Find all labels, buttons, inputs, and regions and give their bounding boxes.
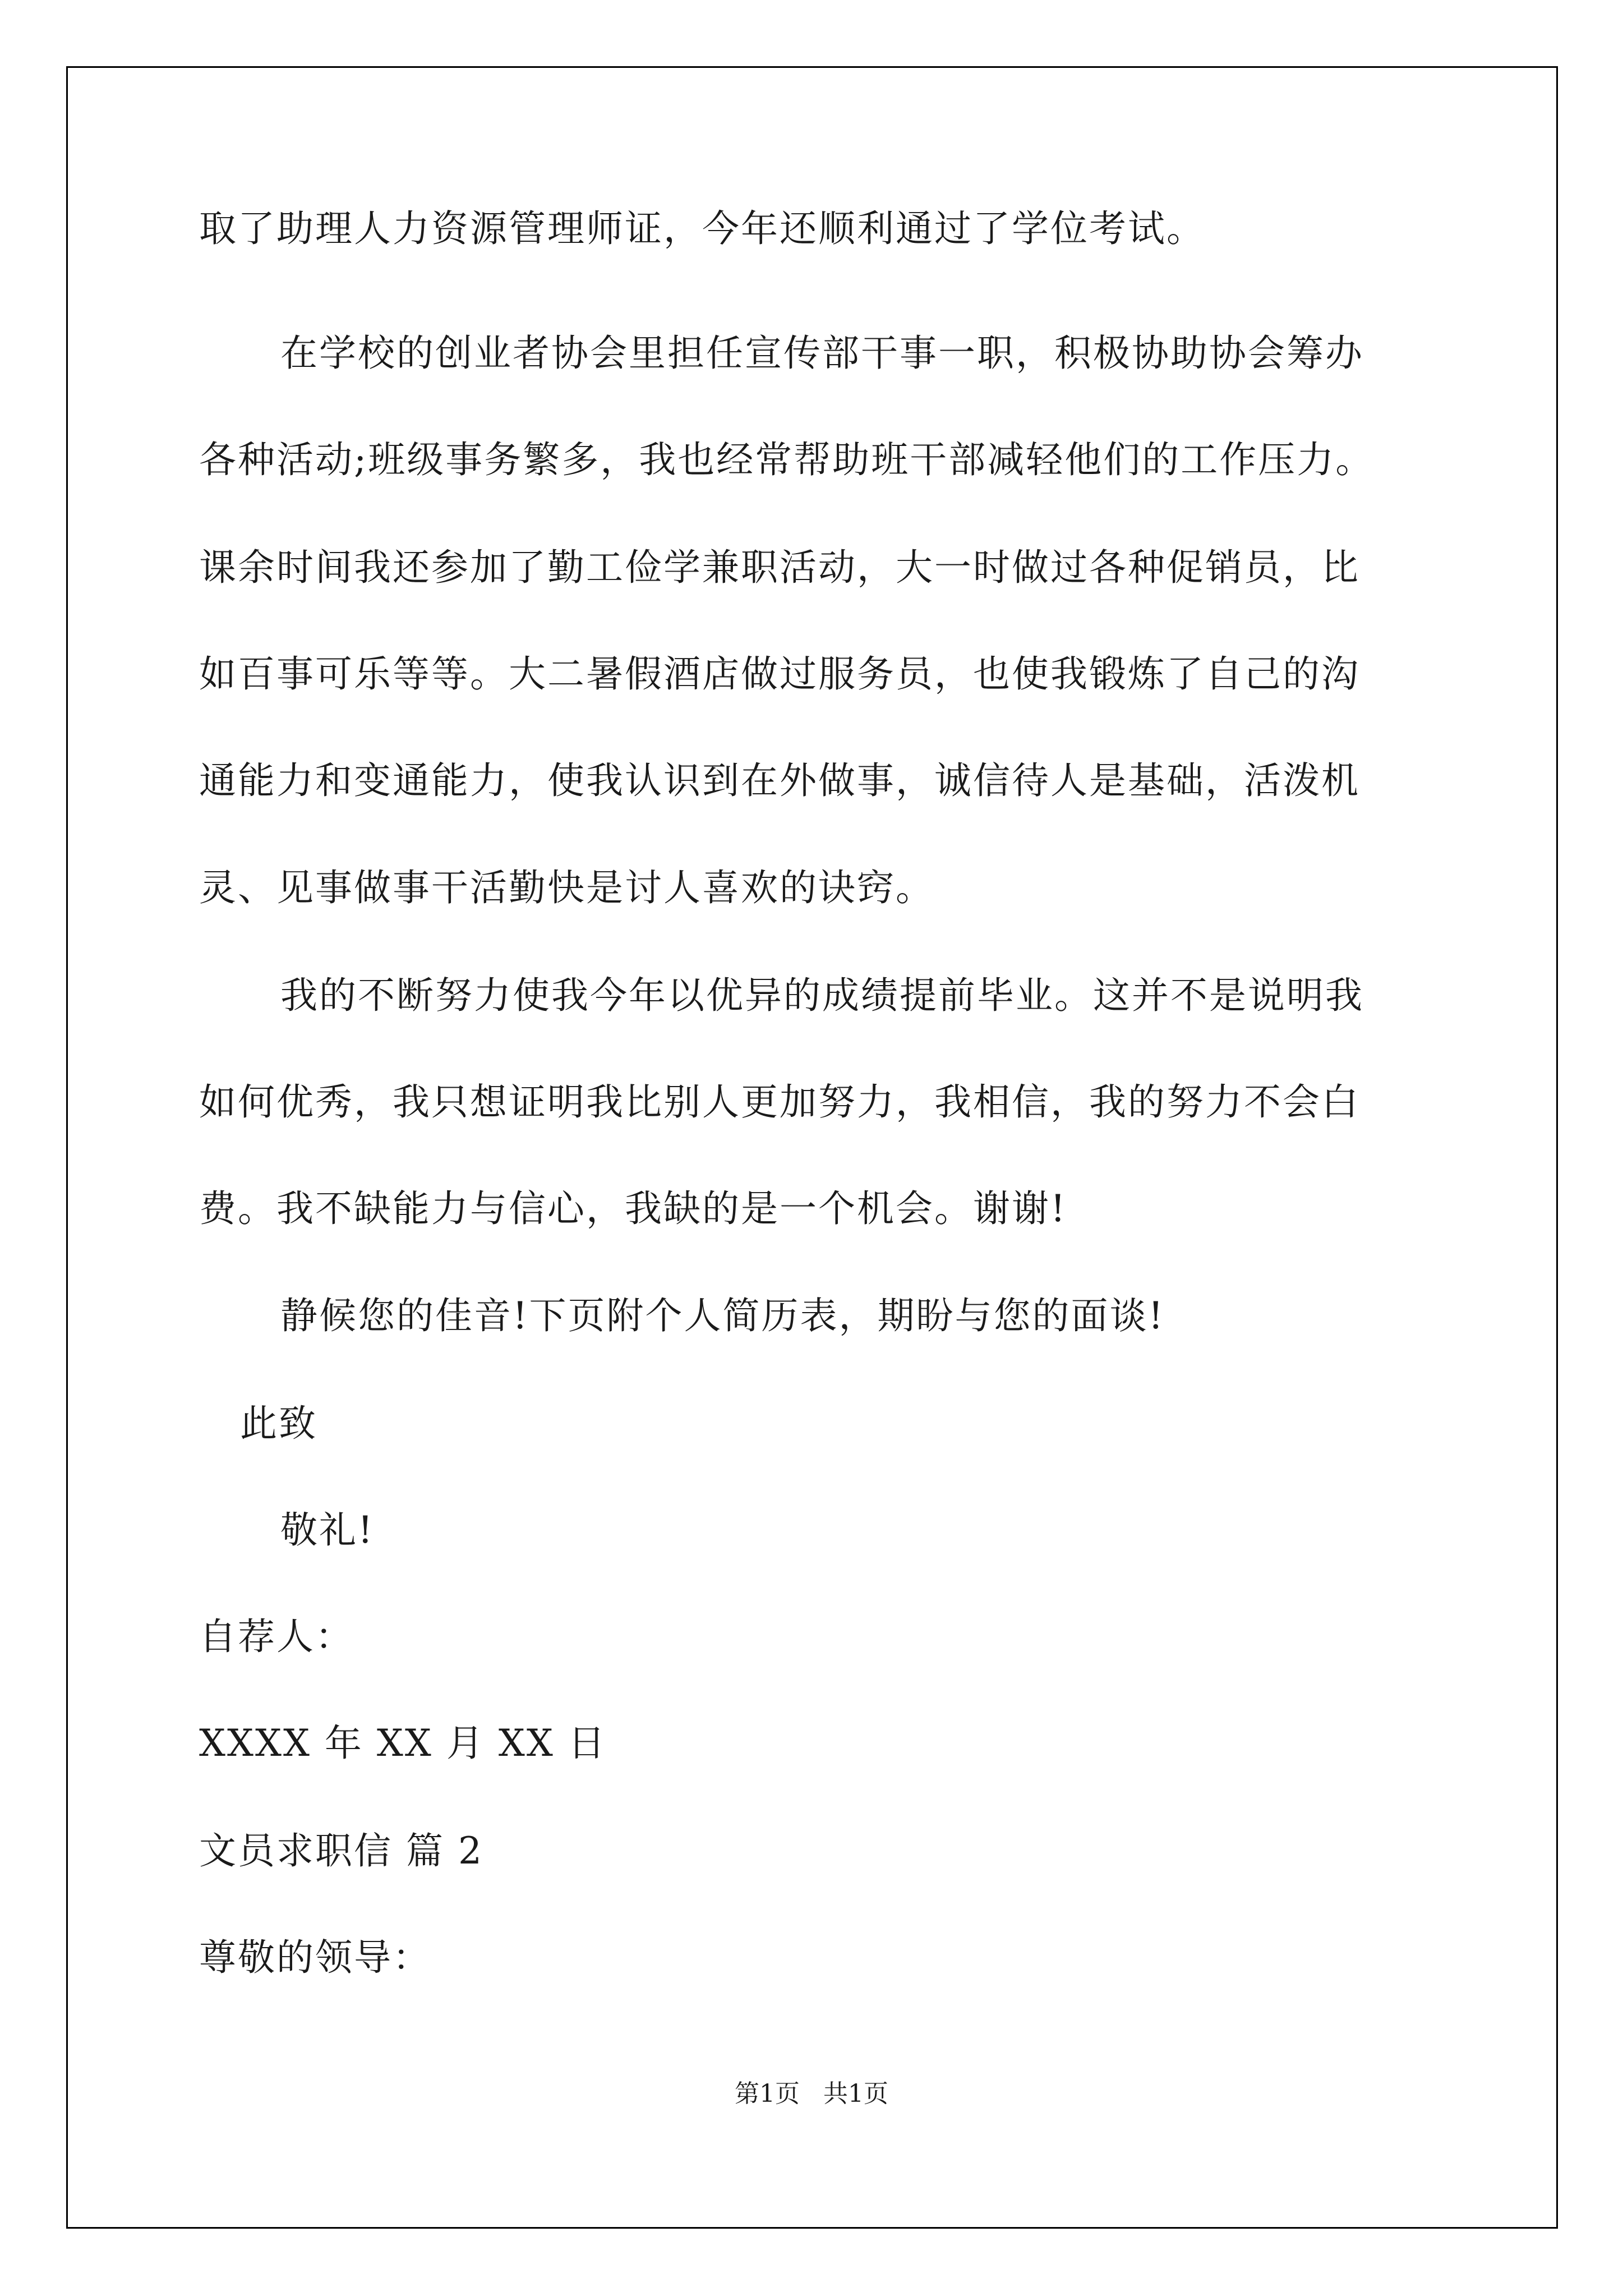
body-line-4: 课余时间我还参加了勤工俭学兼职活动，大一时做过各种促销员，比 (199, 546, 1360, 589)
body-line-9: 如何优秀，我只想证明我比别人更加努力，我相信，我的努力不会白 (199, 1080, 1360, 1124)
body-line-10: 费。我不缺能力与信心，我缺的是一个机会。谢谢! (199, 1187, 1067, 1230)
date-line: XXXX 年 XX 月 XX 日 (199, 1722, 607, 1765)
body-line-7: 灵、见事做事干活勤快是讨人喜欢的诀窍。 (199, 866, 934, 909)
body-line-1: 取了助理人力资源管理师证，今年还顺利通过了学位考试。 (199, 207, 1205, 250)
page-border (66, 66, 1558, 2229)
greeting-line: 尊敬的领导： (199, 1936, 431, 1979)
signer-line: 自荐人： (199, 1615, 354, 1658)
body-line-8: 我的不断努力使我今年以优异的成绩提前毕业。这并不是说明我 (280, 974, 1364, 1017)
body-line-3: 各种活动;班级事务繁多，我也经常帮助班干部减轻他们的工作压力。 (199, 438, 1375, 481)
regards-line: 敬礼! (280, 1508, 375, 1552)
salutation-line: 此致 (240, 1402, 317, 1445)
page-footer: 第1页 共1页 (735, 2079, 888, 2108)
body-line-11: 静候您的佳音!下页附个人简历表，期盼与您的面谈! (280, 1294, 1165, 1337)
body-line-5: 如百事可乐等等。大二暑假酒店做过服务员，也使我锻炼了自己的沟 (199, 652, 1360, 696)
section-heading: 文员求职信 篇 2 (199, 1829, 483, 1872)
body-line-2: 在学校的创业者协会里担任宣传部干事一职，积极协助协会筹办 (280, 332, 1364, 375)
body-line-6: 通能力和变通能力，使我认识到在外做事，诚信待人是基础，活泼机 (199, 759, 1360, 802)
